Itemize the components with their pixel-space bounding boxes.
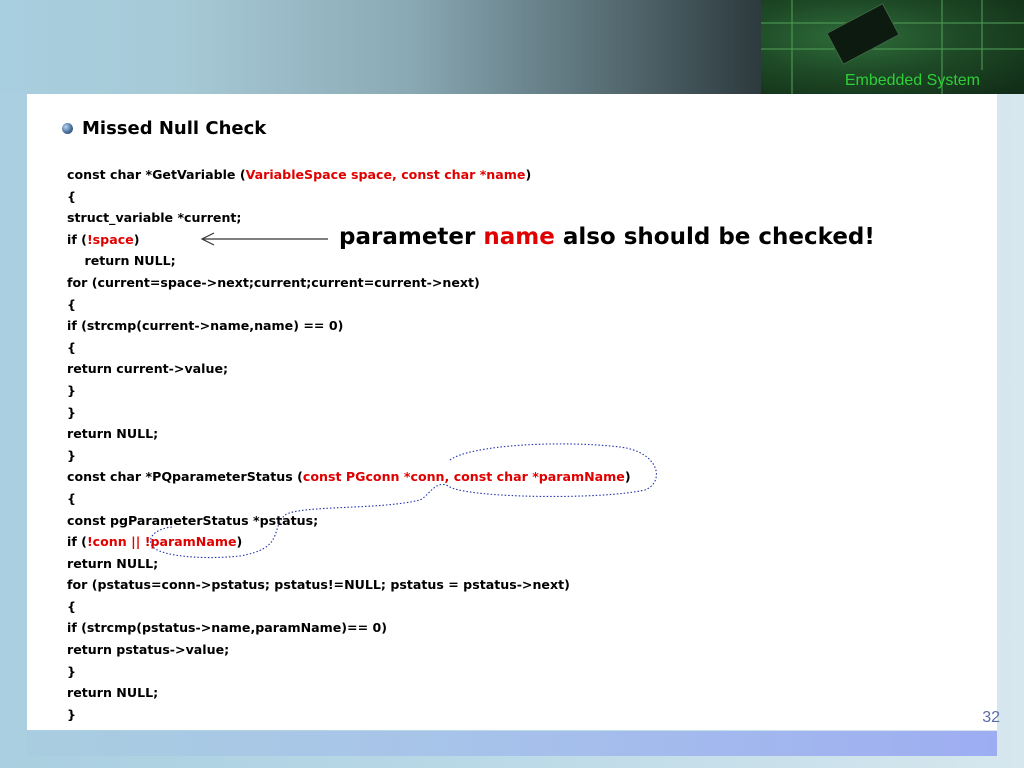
code-text: const pgParameterStatus *pstatus; [67,512,319,528]
code-line [67,186,631,208]
code-line [67,445,631,467]
code-text: } [67,447,76,463]
code-text: ) [236,534,243,550]
code-line [67,423,631,445]
code-text: if ( [67,231,87,247]
code-text: { [67,188,76,204]
code-line [67,380,631,402]
code-line [67,250,631,272]
code-highlight: !conn || !paramName [86,534,237,550]
code-highlight: !space [86,231,134,247]
code-line [67,596,631,618]
brand-label: Embedded System [844,72,980,89]
code-text: } [67,663,76,679]
code-text: ) [525,167,532,182]
code-text: { [67,339,76,355]
annotation-text [339,224,875,250]
code-line [67,358,631,380]
code-text: ) [624,469,631,485]
page-number: 32 [982,709,1000,726]
code-line [67,488,631,510]
code-line [67,466,631,488]
code-line [67,510,631,532]
code-text: return pstatus->value; [67,642,230,658]
code-line [67,682,631,704]
annotation-suffix: also should be checked! [554,224,875,250]
code-text: } [67,404,76,420]
code-text: for (pstatus=conn->pstatus; pstatus!=NULL; pstatus = pstatus->next) [67,577,570,593]
code-line [67,661,631,683]
footer-band [27,731,997,756]
code-text: if ( [67,534,87,550]
code-line [67,272,631,294]
code-text: return NULL; [67,253,176,269]
slide-title: Missed Null Check [82,118,267,139]
code-line [67,337,631,359]
code-text: } [67,382,76,398]
code-line [67,294,631,316]
code-line [67,553,631,575]
code-text: { [67,296,76,312]
code-line [67,402,631,424]
code-line [67,164,631,186]
annotation-highlight: name [483,224,555,250]
code-text: const char *GetVariable ( [67,167,246,182]
code-text: } [67,706,76,722]
code-text: { [67,490,76,506]
code-text: return NULL; [67,426,159,442]
code-text: for (current=space->next;current;current=current->next) [67,274,480,290]
code-text: return NULL; [67,555,159,571]
code-line [67,704,631,726]
bullet-icon [62,123,73,134]
code-text: return current->value; [67,361,229,377]
code-line [67,315,631,337]
code-line [67,574,631,596]
code-text: { [67,598,76,614]
code-text: if (strcmp(current->name,name) == 0) [67,318,344,334]
code-text: struct_variable *current; [67,210,242,226]
code-line [67,639,631,661]
code-text: return NULL; [67,685,159,701]
annotation-prefix: parameter [339,224,484,250]
code-highlight: const PGconn *conn, const char *paramName [302,469,625,485]
code-text: ) [133,231,140,247]
code-text: const char *PQparameterStatus ( [67,469,303,485]
code-text: if (strcmp(pstatus->name,paramName)== 0) [67,620,388,636]
code-line [67,617,631,639]
code-line [67,531,631,553]
code-highlight: VariableSpace space, const char *name [245,167,526,182]
title-row [62,118,266,139]
